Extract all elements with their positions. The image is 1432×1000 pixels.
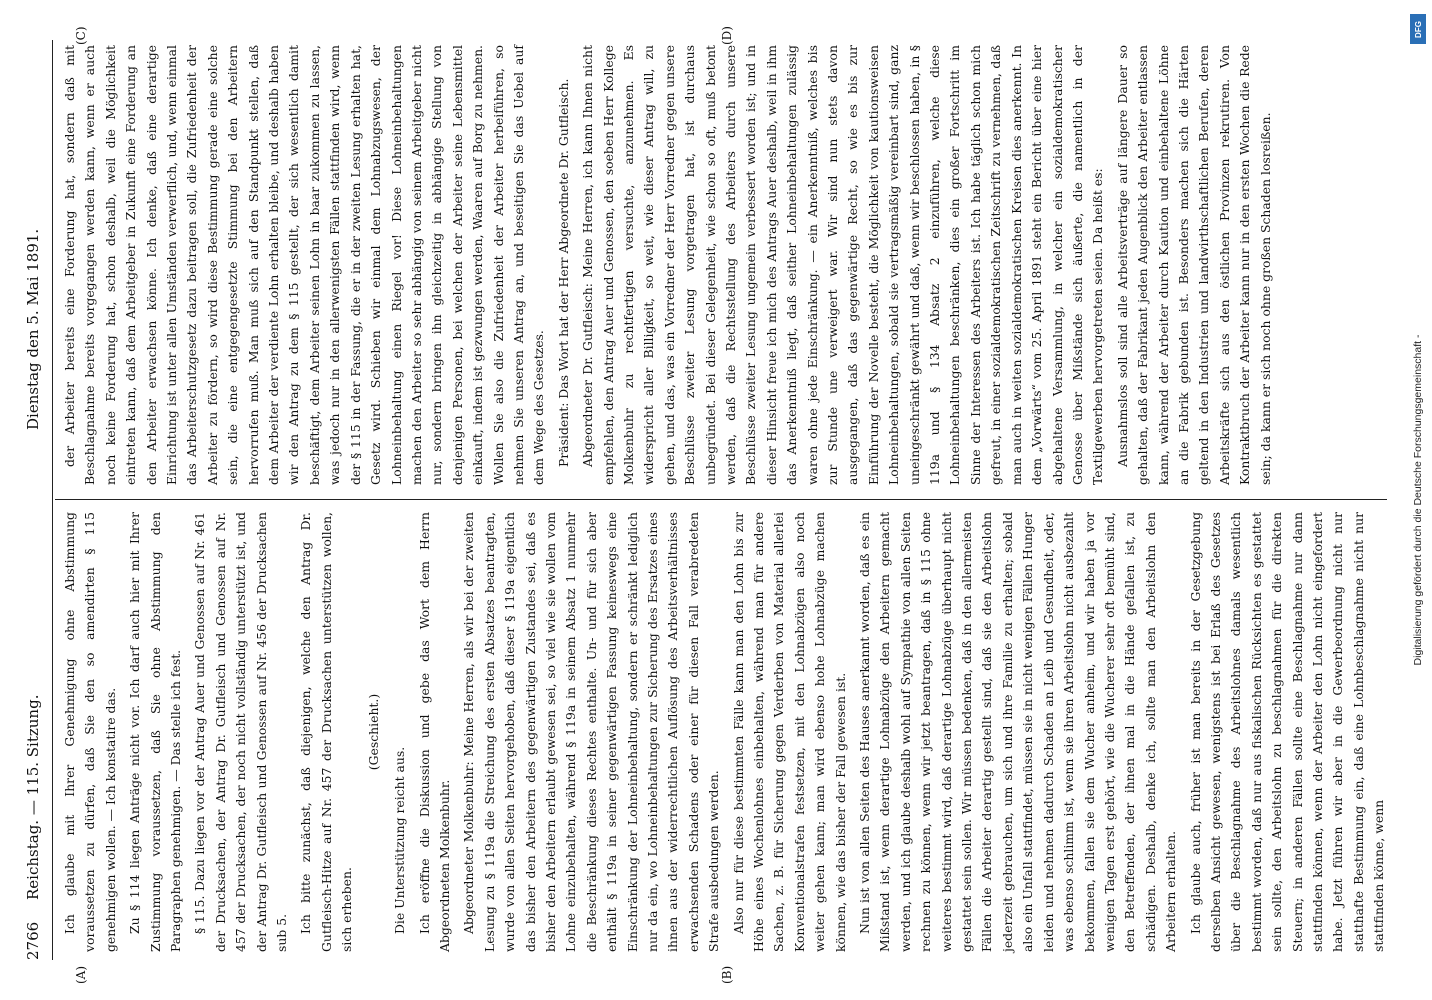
paragraph: Abgeordneter Dr. Gutfleisch: Meine Herren, ich kann Ihnen nicht empfehlen, den Antrag Auer und Genossen, den soeben Herr Kollege Molkenbuhr zu rechtfertigen versuchte, anzunehmen. Es widerspricht aller Billigkeit, so weit, wie dieser Antrag will, zu gehen, und das, was ein Vorredner der Herr Vorredner gegen unsere Beschlüsse zweiter Lesung vorgetragen hat, ist durchaus unbegründet. Bei dieser Gelegenheit, wie schon so oft, muß betont werden, daß die Rechtsstellung des Arbeiters durch unsere Beschlüsse zweiter Lesung ungemein verbessert worden ist; und in dieser Hinsicht freue ich mich des Antrags Auer deshalb, weil in ihm das Anerkenntniß liegt, daß seither Lohneinbehaltungen zulässig waren ohne jede Einschränkung. — ein Anerkenntniß, welches bis zur Stunde une verweigert war. Wir sind nun stets davon ausgegangen, daß das gegenwärtige Recht, so wie es bis zur Einführung der Novelle besteht, die Möglichkeit von kautionsweisen Lohneinbehaltungen, sobald sie vertragsmäßig vereinbart sind, ganz uneingeschränkt gewährt und daß, wenn wir beschlossen haben, in § 119a und § 134 Absatz 2 einzuführen, welche diese Lohneinbehaltungen beschränken, dies ein großer Fortschritt im Sinne der Interessen des Arbeiters ist. Ich habe täglich schon mich gefreut, in einer sozialdemokratischen Zeitschrift zu vernehmen, daß man auch in weiten sozialdemokratischen Kreisen dies anerkennt. In dem „Vorwärts“ vom 25. April 1891 steht ein Bericht über eine hier abgehaltene Versammlung, in welcher ein sozialdemokratischer Genosse über Mißstände sich äußerte, die namentlich in der Textilgewerben hervorgetreten seien. Da heißt es: <box>580 45 1106 485</box>
margin-marker-d: (D) <box>720 26 734 45</box>
margin-marker-b: (B) <box>720 965 734 984</box>
paragraph: Nun ist von allen Seiten des Hauses anerkannt worden, daß es ein Mißstand ist, wenn derartige Lohnabzüge den Arbeitern gemacht werden, und ich glaube deshalb wohl auf Sympathie von allen Seiten rechnen zu können, wenn wir jetzt beantragen, daß in § 115 ohne weiteres bestimmt wird, daß derartige Lohnabzüge überhaupt nicht gestattet sein sollen. Wir müssen bedenken, daß in den allermeisten Fällen die Arbeiter derartig gestellt sind, daß sie den Arbeitslohn jederzeit gebrauchen, um sich und ihre Familie zu erhalten; sobald also ein Unfall stattfindet, müssen sie in nicht wenigen Fällen Hunger leiden und nehmen dadurch Schaden an Leib und Gesundheit, oder, was ebenso schlimm ist, wenn sie ihren Arbeitslohn nicht ausbezahlt bekommen, fallen sie dem Wucher anheim, und wir haben ja vor wenigen Tagen erst gehört, wie die Wucherer sehr oft bemüht sind, den Betreffenden, der ihnen mal in die Hände gefallen ist, zu schädigen. Deshalb, denke ich, sollte man den Arbeitslohn den Arbeitern erhalten. <box>857 512 1179 952</box>
left-running-title: Reichstag. — 115. Sitzung. <box>24 694 42 900</box>
column-divider <box>55 499 1387 500</box>
margin-marker-a: (A) <box>74 965 88 984</box>
paragraph: der Arbeiter bereits eine Forderung hat, sondern daß mit Beschlagnahme bereits vorgegangen werden kann, wenn er auch noch keine Forderung hat, schon deshalb, weil die Möglichkeit eintreten kann, daß dem Arbeitgeber in Zukunft eine Forderung an den Arbeiter erwachsen könne. Ich denke, daß eine derartige Einrichtung ist unter allen Umständen verwerflich, und, wenn einmal das Arbeiterschutzgesetz dazu beitragen soll, die Zufriedenheit der Arbeiter zu fördern, so wird diese Bestimmung gerade eine solche sein, die eine entgegengesetzte Stimmung bei den Arbeitern hervorrufen muß. Man muß sich auf den Standpunkt stellen, daß dem Arbeiter der verdiente Lohn erhalten bleibe, und deshalb haben wir den Antrag zu dem § 115 gestellt, der sich wesentlich damit beschäftigt, dem Arbeiter seinen Lohn in baar zukommen zu lassen, was jedoch nur in den allerwenigsten Fällen stattfinden wird, wenn der § 115 in der Fassung, die er in der zweiten Lesung erhalten hat, Gesetz wird. Schieben wir einmal dem Lohnabzugswesen, der Lohneinbehaltung einen Riegel vor! Diese Lohneinbehaltungen machen den Arbeiter so sehr abhängig von seinem Arbeitgeber nicht nur, sondern bringen ihn gleichzeitig in abhängige Stellung von denjenigen Personen, bei welchen der Arbeiter seine Lebensmittel einkauft, indem ist gezwungen werden, Waaren auf Borg zu nehmen. Wollen Sie also die Zufriedenheit der Arbeiter herbeiführen, so nehmen Sie unseren Antrag an, und beseitigen Sie das Uebel auf dem Wege des Gesetzes. <box>62 45 547 485</box>
stage-direction: (Geschieht.) <box>365 693 381 771</box>
page-header <box>22 40 50 960</box>
paragraph: § 115. Dazu liegen vor der Antrag Auer und Genossen auf Nr. 461 der Drucksachen, der Antrag Dr. Gutfleisch und Genossen auf Nr. 457 der Drucksachen, der noch nicht vollständig unterstützt ist, und der Antrag Dr. Gutfleisch und Genossen auf Nr. 456 der Drucksachen sub 5. <box>192 512 290 952</box>
paragraph: Also nur für diese bestimmten Fälle kann man den Lohn bis zur Höhe eines Wochenlohnes einbehalten, während man für andere Sachen, z. B. für Sicherung gegen Verderben von Material allerlei Konventionalstrafen festsetzen, mit den Lohnabzügen also noch weiter gehen kann; man wird ebenso hohe Lohnabzüge machen können, wie das bisher der Fall gewesen ist. <box>730 512 848 952</box>
paragraph: Abgeordneter Molkenbuhr: Meine Herren, als wir bei der zweiten Lesung zu § 119a die Streichung des ersten Absatzes beantragten, wurde von allen Seiten hervorgehoben, daß dieser § 119a eigentlich das bisher den Arbeitern des gegenwärtigen Zustandes sei, daß es bisher den Arbeitern erlaubt gewesen sei, so viel wie sie wollen vom Lohne einzubehalten, während § 119a in seinem Absatz 1 nunmehr die Beschränkung dieses Rechtes enthalte. Un- und für sich aber enthält § 119a in seiner gegenwärtigen Fassung keineswegs eine Einschränkung der Lohneinbehaltung, sondern er schränkt lediglich nur da ein, wo Lohneinbehaltungen zur Sicherung des Ersatzes eines ihnen aus der widerrechtlichen Auflösung des Arbeitsverhältnisses erwachsenden Schadens oder einer für diesen Fall verabredeten Strafe ausbedungen werden. <box>461 512 722 952</box>
paragraph: Präsident: Das Wort hat der Herr Abgeordnete Dr. Gutfleisch. <box>555 78 571 467</box>
paragraph: Ausnahmslos soll sind alle Arbeitsverträge auf längere Dauer so gehalten, daß der Fabrikant jeden Augenblick den Arbeiter entlassen kann, während der Arbeiter durch Kaution und einbehaltene Löhne an die Fabrik gebunden ist. Besonders machen sich die Härten geltend in den Industrien und landwirthschaftlichen Berufen, deren Arbeitskräfte sich aus den östlichen Provinzen rekrutiren. Von Kontraktbruch der Arbeiter kann nur in den ersten Wochen die Rede sein; da kann er sich noch ohne großen Schaden losreißen. <box>1114 45 1273 485</box>
digitization-credit: Digitalisierung gefördert durch die Deutsche Forschungsgemeinschaft - <box>1412 334 1424 666</box>
dfg-logo: DFG <box>1410 14 1426 44</box>
left-column <box>60 512 1392 952</box>
margin-marker-c: (C) <box>74 26 88 45</box>
paragraph: Ich bitte zunächst, daß diejenigen, welche den Antrag Dr. Gutfleisch-Hitze auf Nr. 457 der Drucksachen unterstützen wollen, sich erheben. <box>298 512 355 952</box>
paragraph: Ich glaube auch, früher ist man bereits in der Gesetzgebung derselben Ansicht gewesen, wenigstens ist bei Erlaß des Gesetzes über die Beschlagnahme des Arbeitslohnes damals wesentlich bestimmt worden, daß nur aus fiskalischen Rücksichten es gestattet sein sollte, den Arbeitslohn zu beschlagnahmen für die direkten Steuern; in anderen Fällen sollte eine Beschlagnahme nur dann stattfinden können, wenn der Arbeiter den Lohn nicht eingefordert habe. Jetzt führen wir aber in die Gewerbeordnung nicht nur statthafte Bestimmung ein, daß eine Lohnbeschlagnahme nicht nur stattfinden könne, wenn <box>1187 512 1387 952</box>
digitization-sidebar <box>1407 10 1429 990</box>
paragraph: Die Unterstützung reicht aus. <box>392 746 408 934</box>
right-running-title: Dienstag den 5. Mai 1891. <box>24 228 42 430</box>
paragraph: Ich eröffne die Diskussion und gebe das Wort dem Herrn Abgeordneten Molkenbuhr. <box>416 512 452 952</box>
right-column <box>60 45 1392 485</box>
paragraph: Zu § 114 liegen Anträge nicht vor. Ich darf auch hier mit Ihrer Zustimmung voraussetzen, daß Sie ohne Abstimmung den Paragraphen genehmigen. — Das stelle ich fest. <box>127 512 184 952</box>
paragraph: Ich glaube mit Ihrer Genehmigung ohne Abstimmung voraussetzen zu dürfen, daß Sie den so amendirten § 115 genehmigen wollen. — Ich konstatire das. <box>62 512 118 952</box>
header-rule <box>52 40 53 960</box>
page-number: 2766 <box>24 921 42 960</box>
